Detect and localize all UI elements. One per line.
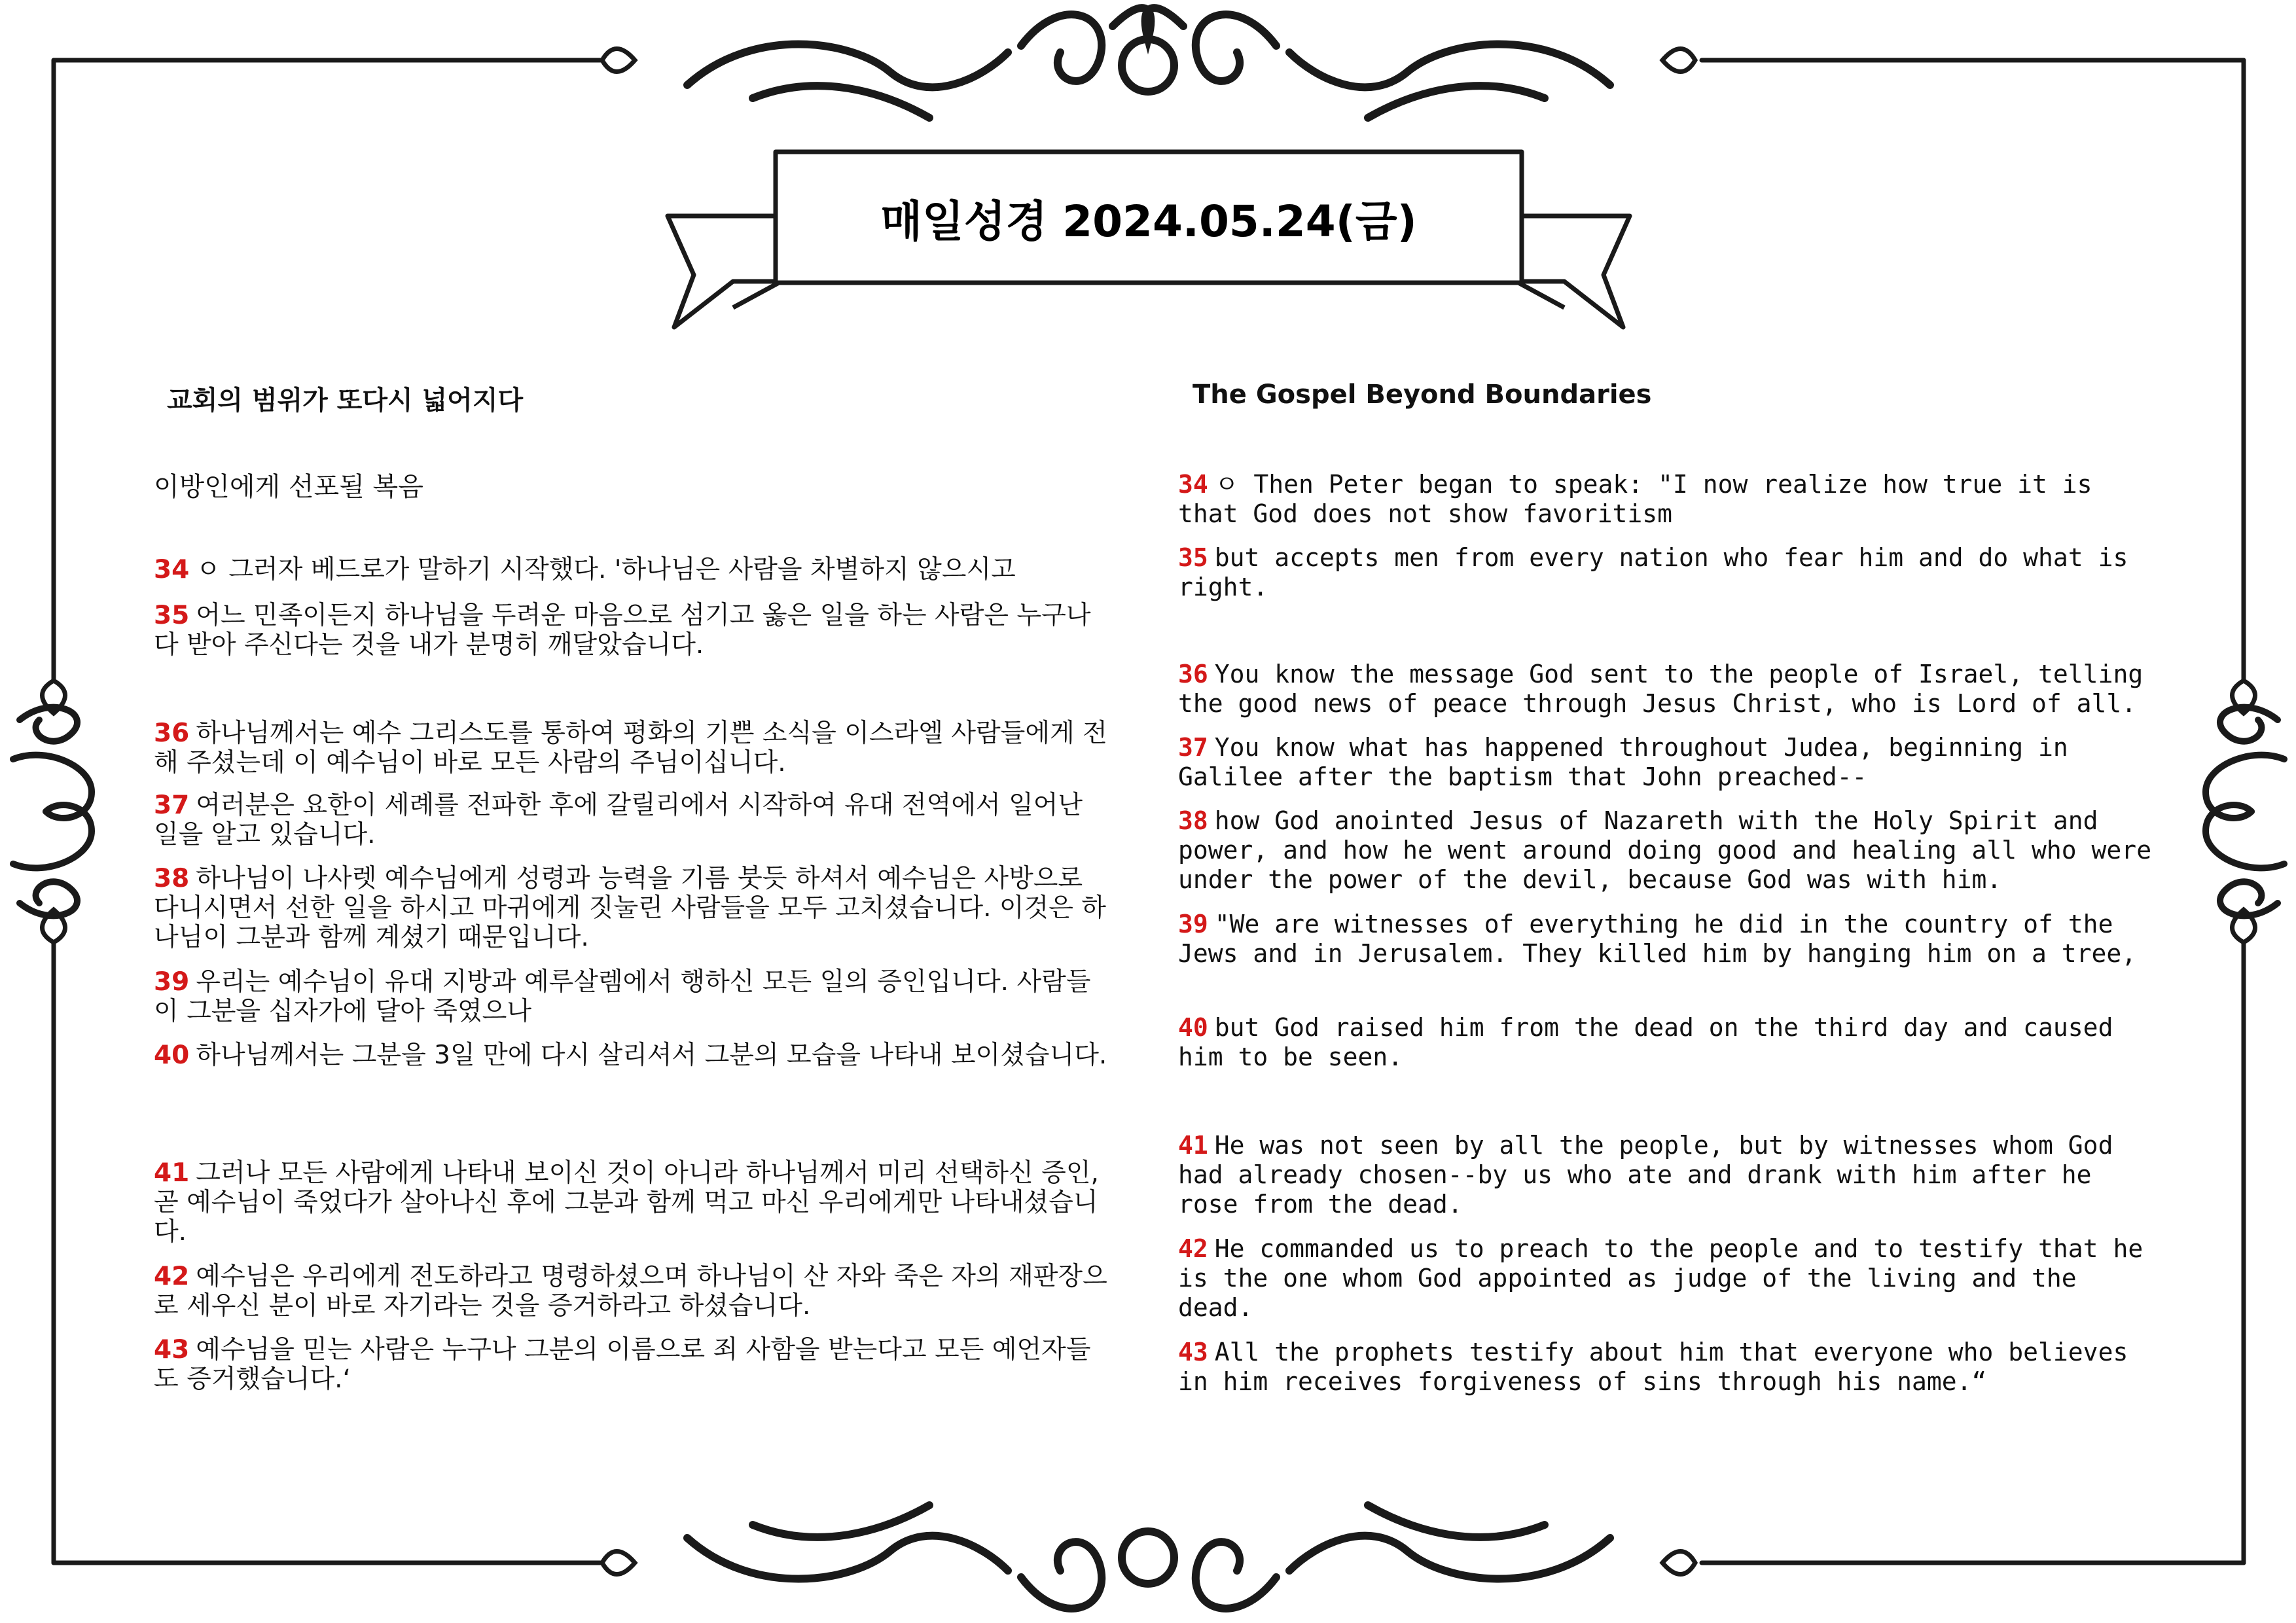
verse-text: He was not seen by all the people, but by witnesses whom God had already chosen--by us who ate and drank with him after he rose from the dead. [1178, 1131, 2113, 1219]
bottom-ornament [602, 1505, 1695, 1609]
right-ornament [2206, 681, 2284, 942]
top-ornament [602, 8, 1695, 118]
verse-number: 38 [154, 864, 190, 893]
verse-number: 40 [154, 1041, 190, 1070]
verse-text: He commanded us to preach to the people and to testify that he is the one whom God appointed as judge of the living and the dead. [1178, 1234, 2144, 1322]
english-verse [1178, 543, 2160, 602]
korean-verse [154, 1262, 1109, 1321]
korean-verse [154, 1335, 1109, 1394]
korean-verse [154, 967, 1109, 1026]
verse-text: ㅇ 그러자 베드로가 말하기 시작했다. '하나님은 사람을 차별하지 않으시고 [196, 555, 1016, 584]
verse-number: 43 [1178, 1338, 1208, 1366]
verse-number: 42 [1178, 1234, 1208, 1263]
verse-number: 39 [1178, 910, 1208, 938]
english-verse [1178, 1234, 2160, 1323]
verse-text: 여러분은 요한이 세례를 전파한 후에 갈릴리에서 시작하여 유대 전역에서 일어난 일을 알고 있습니다. [154, 791, 1083, 849]
english-verse [1178, 733, 2160, 792]
korean-verse [154, 1158, 1109, 1247]
korean-verse [154, 791, 1109, 849]
english-verse [1178, 910, 2160, 969]
verse-number: 37 [154, 791, 190, 820]
korean-verse [154, 555, 1109, 584]
verse-text: 예수님을 믿는 사람은 누구나 그분의 이름으로 죄 사함을 받는다고 모든 예언자들도 증거했습니다.‘ [154, 1335, 1091, 1394]
english-verse [1178, 1131, 2160, 1219]
korean-verse [154, 719, 1109, 777]
verse-number: 42 [154, 1262, 190, 1291]
verse-text: 하나님이 나사렛 예수님에게 성령과 능력을 기름 붓듯 하셔서 예수님은 사방으로 다니시면서 선한 일을 하시고 마귀에게 짓눌린 사람들을 모두 고치셨습니다. 이것은 하나님이 그분과 함께 계셨기 때문입니다. [154, 864, 1106, 952]
verse-text: 어느 민족이든지 하나님을 두려운 마음으로 섬기고 옳은 일을 하는 사람은 누구나 다 받아 주신다는 것을 내가 분명히 깨달았습니다. [154, 601, 1091, 660]
english-verse [1178, 1013, 2160, 1072]
english-verse [1178, 1338, 2160, 1397]
verse-text: You know what has happened throughout Judea, beginning in Galilee after the baptism that John preached-- [1178, 733, 2068, 791]
verse-text: but accepts men from every nation who fear him and do what is right. [1178, 543, 2128, 601]
verse-number: 40 [1178, 1013, 1208, 1042]
korean-subtitle: 이방인에게 선포될 복음 [154, 472, 423, 502]
verse-number: 35 [154, 601, 190, 630]
left-ornament [13, 681, 92, 942]
korean-verse [154, 864, 1109, 952]
verse-text: You know the message God sent to the people of Israel, telling the good news of peace through Jesus Christ, who is Lord of all. [1178, 660, 2144, 718]
verse-text: 그러나 모든 사람에게 나타내 보이신 것이 아니라 하나님께서 미리 선택하신 증인, 곧 예수님이 죽었다가 살아나신 후에 그분과 함께 먹고 마신 우리에게만 나타내셨습니다. [154, 1158, 1099, 1247]
verse-number: 39 [154, 967, 190, 997]
korean-heading: 교회의 범위가 또다시 넓어지다 [167, 385, 524, 416]
verse-text: 우리는 예수님이 유대 지방과 예루살렘에서 행하신 모든 일의 증인입니다. 사람들이 그분을 십자가에 달아 죽였으나 [154, 967, 1091, 1026]
verse-number: 36 [1178, 660, 1208, 688]
page-title: 매일성경 2024.05.24(금) [880, 196, 1417, 247]
verse-text: ㅇ Then Peter began to speak: "I now realize how true it is that God does not show favoritism [1178, 470, 2092, 528]
verse-number: 37 [1178, 733, 1208, 762]
english-verse [1178, 806, 2160, 895]
verse-text: but God raised him from the dead on the third day and caused him to be seen. [1178, 1013, 2113, 1071]
verse-number: 34 [154, 555, 190, 584]
verse-number: 38 [1178, 806, 1208, 835]
verse-text: "We are witnesses of everything he did in the country of the Jews and in Jerusalem. They killed him by hanging him on a tree, [1178, 910, 2137, 968]
korean-verse [154, 1041, 1109, 1070]
verse-number: 43 [154, 1335, 190, 1364]
verse-number: 41 [154, 1158, 190, 1188]
verse-number: 35 [1178, 543, 1208, 572]
korean-verse [154, 601, 1109, 660]
english-verse [1178, 470, 2160, 529]
english-verse [1178, 660, 2160, 719]
verse-text: 하나님께서는 그분을 3일 만에 다시 살리셔서 그분의 모습을 나타내 보이셨습니다. [196, 1041, 1107, 1070]
verse-text: how God anointed Jesus of Nazareth with the Holy Spirit and power, and how he went around doing good and healing all who were under the power of the devil, because God was with him. [1178, 806, 2152, 894]
verse-text: 하나님께서는 예수 그리스도를 통하여 평화의 기쁜 소식을 이스라엘 사람들에게 전해 주셨는데 이 예수님이 바로 모든 사람의 주님이십니다. [154, 719, 1107, 777]
verse-number: 34 [1178, 470, 1208, 499]
english-heading: The Gospel Beyond Boundaries [1193, 380, 1652, 410]
verse-number: 41 [1178, 1131, 1208, 1160]
verse-text: All the prophets testify about him that everyone who believes in him receives forgiveness of sins through his name.“ [1178, 1338, 2128, 1396]
verse-number: 36 [154, 719, 190, 748]
verse-text: 예수님은 우리에게 전도하라고 명령하셨으며 하나님이 산 자와 죽은 자의 재판장으로 세우신 분이 바로 자기라는 것을 증거하라고 하셨습니다. [154, 1262, 1107, 1321]
